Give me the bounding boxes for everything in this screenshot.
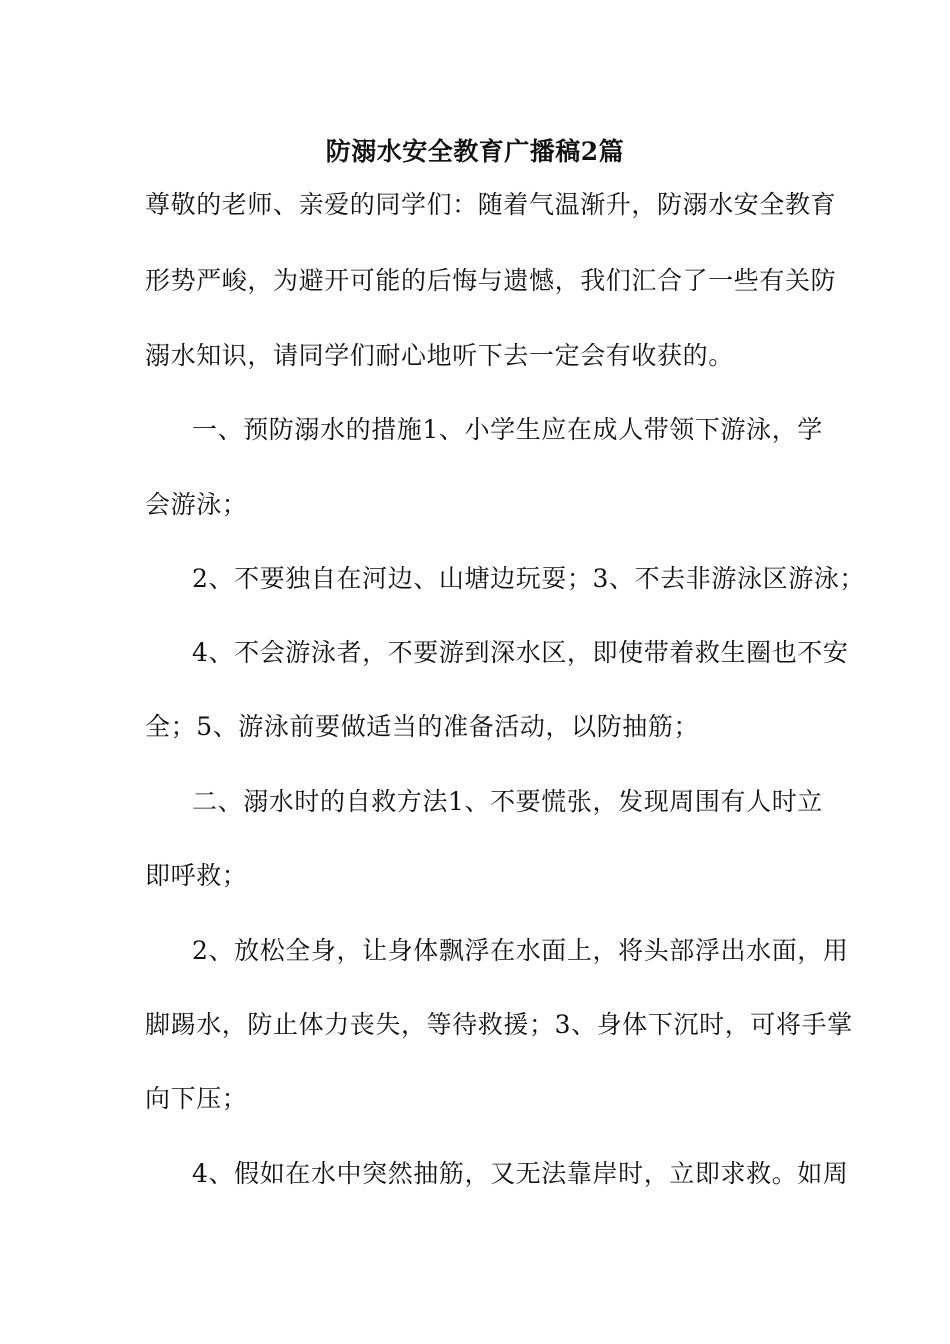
text-line-1: 尊敬的老师、亲爱的同学们：随着气温渐升，防溺水安全教育 bbox=[145, 190, 837, 219]
text-line-6: 2、不要独自在河边、山塘边玩耍；3、不去非游泳区游泳； bbox=[192, 564, 866, 593]
text-line-11: 2、放松全身，让身体飘浮在水面上，将头部浮出水面，用 bbox=[192, 936, 849, 965]
text-line-9: 二、溺水时的自救方法1、不要慌张，发现周围有人时立 bbox=[192, 787, 823, 816]
text-line-7: 4、不会游泳者，不要游到深水区，即使带着救生圈也不安 bbox=[192, 638, 849, 667]
text-line-5: 会游泳； bbox=[145, 490, 248, 519]
text-line-14: 4、假如在水中突然抽筋，又无法靠岸时，立即求救。如周 bbox=[192, 1159, 849, 1188]
text-line-8: 全；5、游泳前要做适当的准备活动，以防抽筋； bbox=[145, 712, 700, 741]
document-title: 防溺水安全教育广播稿2篇 bbox=[325, 137, 625, 166]
text-line-10: 即呼救； bbox=[145, 861, 248, 890]
text-line-13: 向下压； bbox=[145, 1084, 248, 1113]
text-line-12: 脚踢水，防止体力丧失，等待救援；3、身体下沉时，可将手掌 bbox=[145, 1010, 853, 1039]
text-line-3: 溺水知识，请同学们耐心地听下去一定会有收获的。 bbox=[145, 341, 734, 370]
text-line-4: 一、预防溺水的措施1、小学生应在成人带领下游泳，学 bbox=[192, 415, 823, 444]
text-line-2: 形势严峻，为避开可能的后悔与遗憾，我们汇合了一些有关防 bbox=[145, 266, 837, 295]
